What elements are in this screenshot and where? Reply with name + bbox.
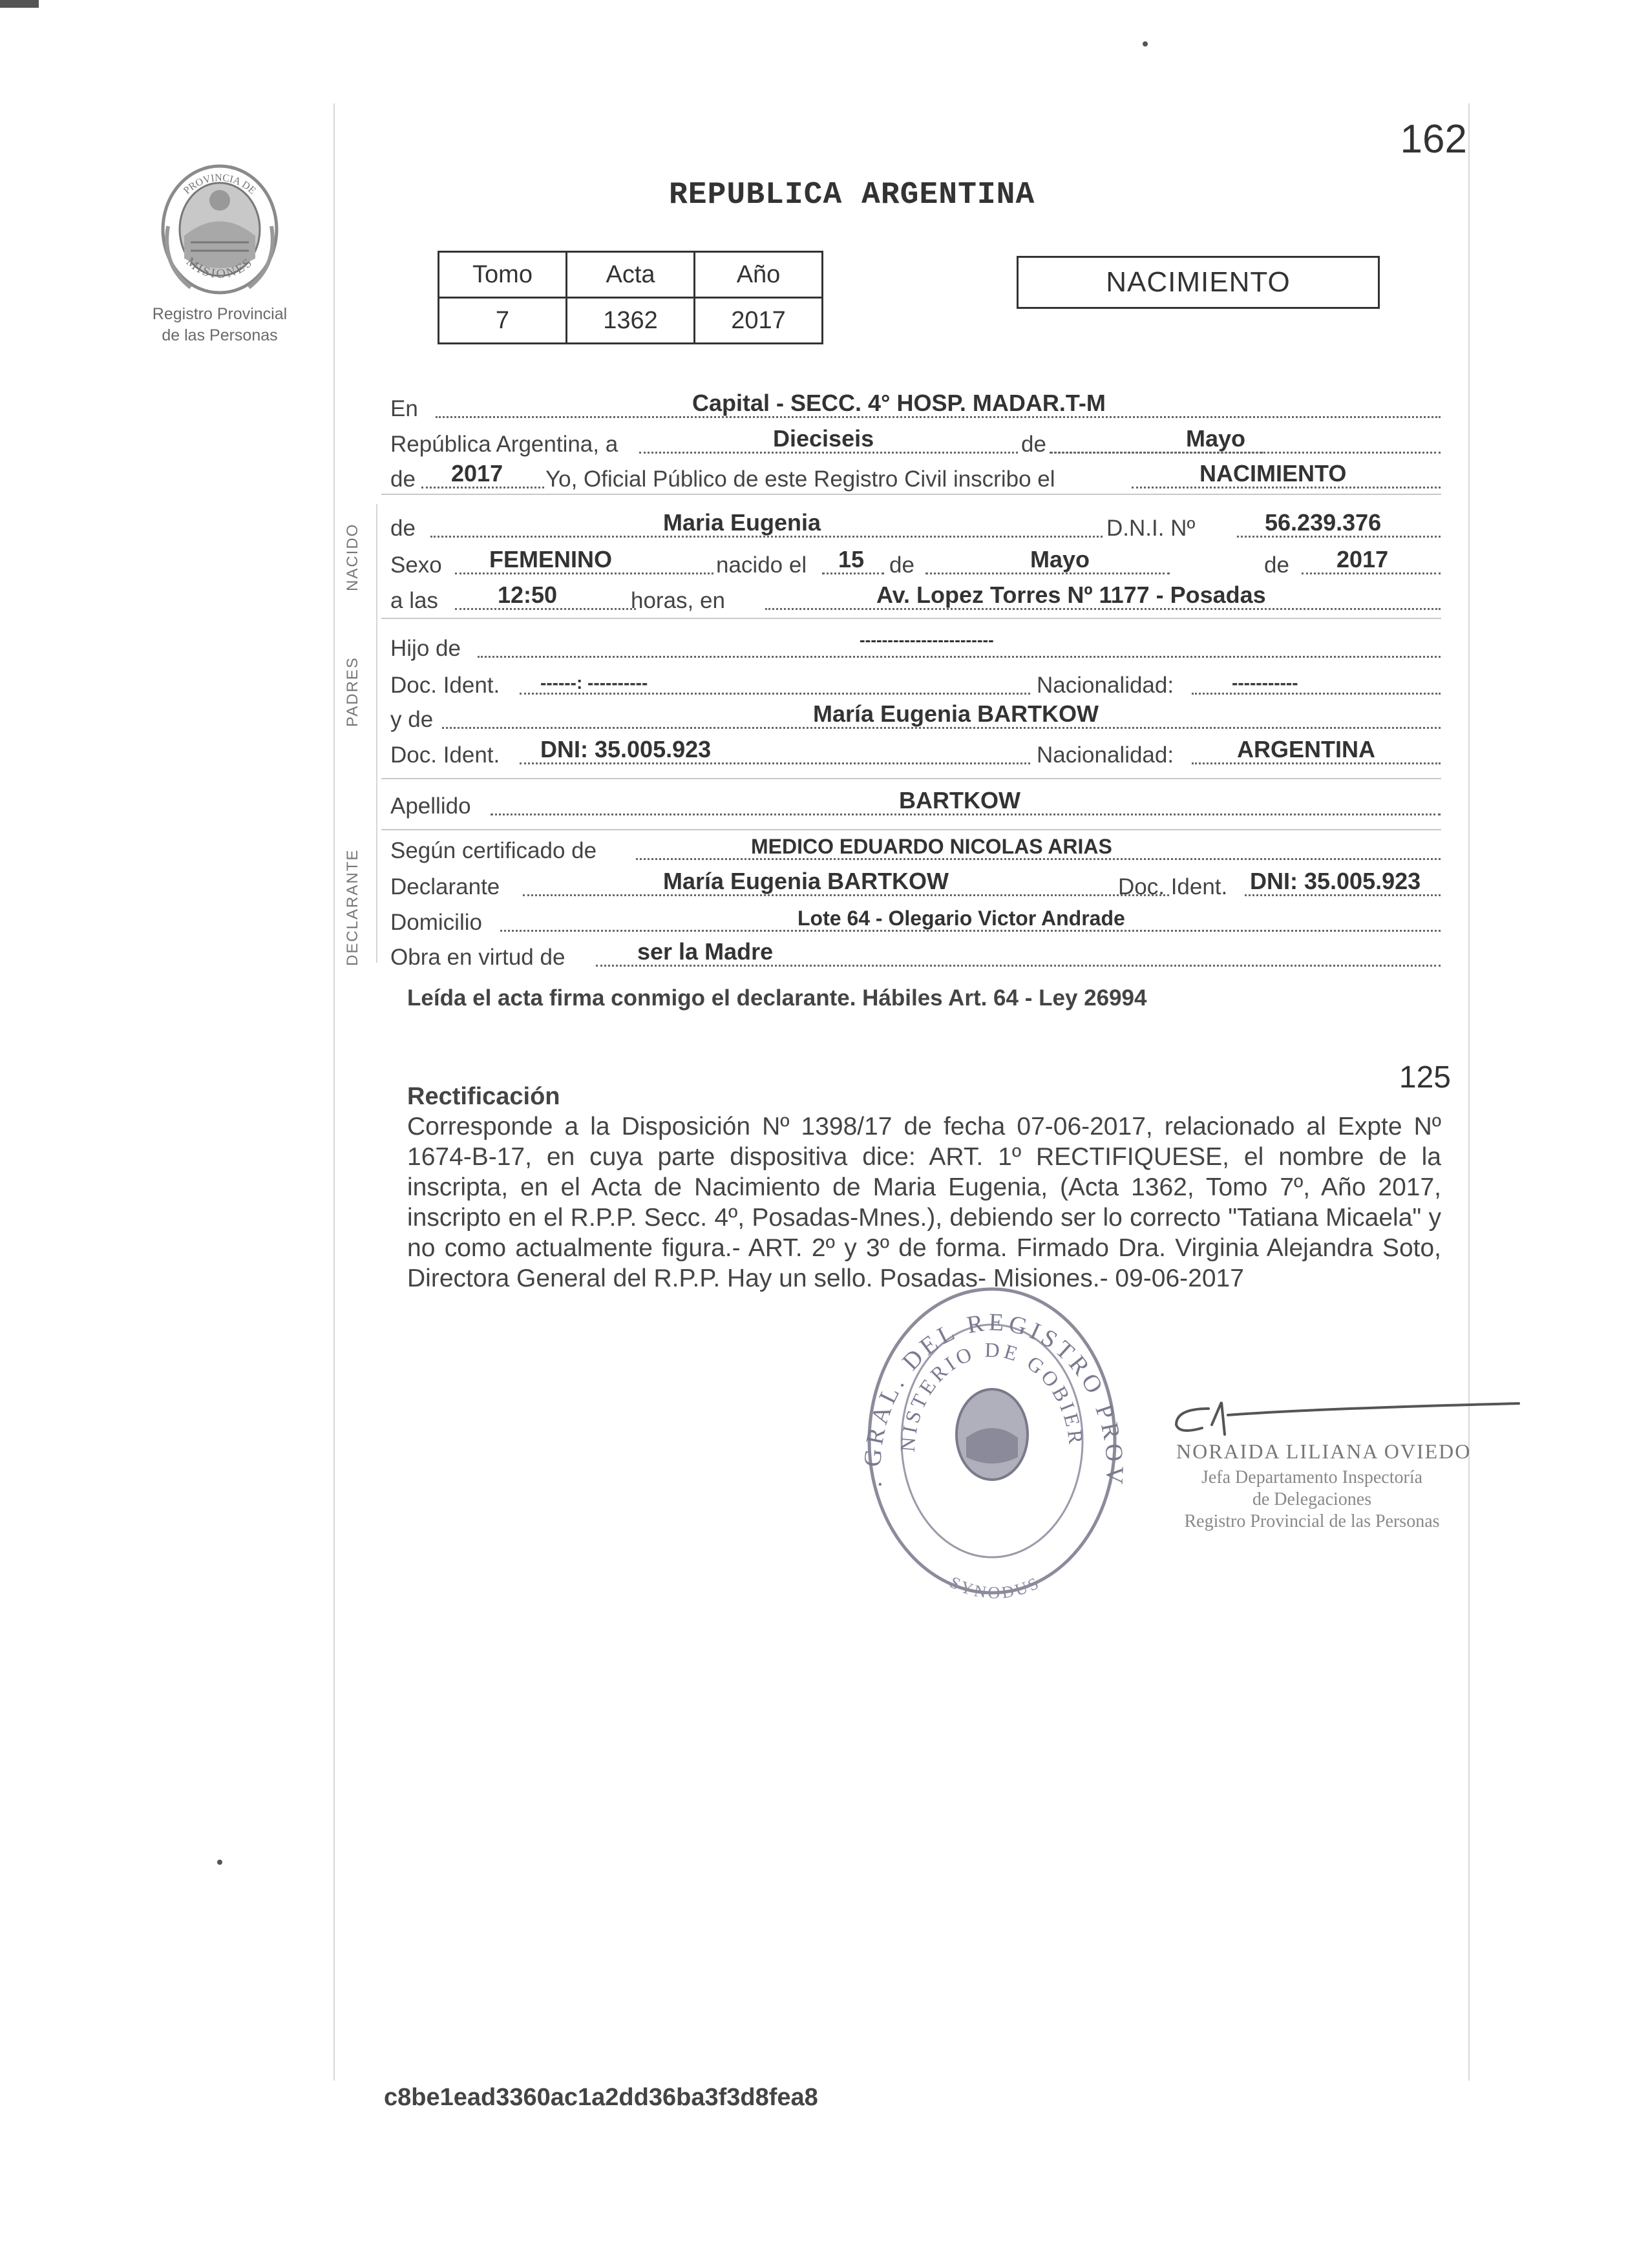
rectificacion-body: Corresponde a la Disposición Nº 1398/17 de fecha 07-06-2017, relacionado al Expte Nº 1674-B-17, en cuya parte dispositiva dice: ART. 1º RECTIFIQUESE, el nombre de la inscripta, en el Acta de Nacimiento de Maria Eugenia, (Acta 1362, Tomo 7º, Año 2017, inscripto en el R.P.P. Secc. 4º, Posadas-Mnes.), debiendo ser lo correcto "Tatiana Micaela" y no como actualmente figura.- ART. 2º y 3º de forma. Firmado Dra. Virginia Alejandra Soto, Directora General del R.P.P. Hay un sello. Posadas- Misiones.- 09-06-2017 [407,1113,1441,1292]
value-father: ------------------------ [860,630,994,649]
scan-speck [1143,41,1148,47]
label-obra-en-virtud: Obra en virtud de [390,945,565,970]
row-y-de [390,699,1441,735]
value-birth-year: 2017 [1336,546,1389,572]
header-tomo: Tomo [439,252,567,298]
page-number: 162 [1400,117,1467,162]
dotted-line [478,656,1441,658]
svg-text:MISIONES: MISIONES [183,254,257,282]
value-birth-day: 15 [838,546,865,572]
label-horas-en: horas, en [631,588,725,613]
signer-name: NORAIDA LILIANA OVIEDO [1176,1440,1472,1463]
svg-text:MINISTERIO DE GOBIERNO: NISTERIO DE GOBIER [895,1338,1089,1453]
document-hash: c8be1ead3360ac1a2dd36ba3f3d8fea8 [384,2084,818,2111]
value-acta: 1362 [567,298,695,344]
section-separator [381,618,1441,619]
value-certifier: MEDICO EDUARDO NICOLAS ARIAS [751,835,1112,858]
svg-text:DIRECC. GRAL. DEL REGISTRO PRO: . GRAL. DEL REGISTRO PROV [859,1308,1128,1489]
registry-line-1: Registro Provincial [152,305,288,323]
value-address: Lote 64 - Olegario Victor Andrade [798,907,1125,930]
inscription-text: Yo, Oficial Público de este Registro Civil inscribo el [545,467,1055,492]
marginal-number: 125 [1399,1060,1451,1095]
value-mother-doc: DNI: 35.005.923 [540,736,712,762]
section-label-padres: PADRES [344,656,361,727]
label-doc-ident: Doc. Ident. [390,673,500,698]
value-reason: ser la Madre [637,938,774,965]
value-time: 12:50 [498,582,558,608]
value-anio: 2017 [695,298,823,344]
section-label-declarante: DECLARANTE [344,848,361,966]
rectificacion-title: Rectificación [407,1083,560,1110]
value-mother-nationality: ARGENTINA [1237,736,1375,762]
row-nombre [390,508,1441,544]
row-en [390,388,1441,425]
value-birth-place: Av. Lopez Torres Nº 1177 - Posadas [876,582,1266,608]
label-domicilio: Domicilio [390,910,482,935]
section-separator [381,778,1441,779]
scan-edge-mark [0,0,39,8]
svg-text:PROVINCIA DE: PROVINCIA DE [182,172,258,197]
label-y-de: y de [390,707,434,732]
registry-name [123,304,317,346]
signer-title [1163,1467,1461,1533]
label-republica: República Argentina, a [390,432,618,457]
record-table [438,251,823,344]
label-de: de [390,516,416,541]
row-certificado [390,830,1441,866]
document-type-box: NACIMIENTO [1017,256,1380,309]
right-margin-line [1468,103,1470,2081]
label-nacionalidad: Nacionalidad: [1037,742,1174,768]
label-hijo-de: Hijo de [390,636,461,661]
signer-title-line-2: de Delegaciones [1252,1489,1372,1509]
value-day: Dieciseis [773,425,874,452]
official-seal-stamp [853,1279,1131,1602]
label-doc-ident: Doc. Ident. [390,742,500,768]
header-anio: Año [695,252,823,298]
label-de: de [390,467,416,492]
signer-title-line-3: Registro Provincial de las Personas [1184,1511,1440,1531]
section-divider [376,834,377,963]
row-hijo-de [390,628,1441,664]
row-declarante [390,866,1441,903]
value-month: Mayo [1186,425,1246,452]
value-tomo: 7 [439,298,567,344]
value-father-nationality: ----------- [1232,673,1298,693]
label-de: de [1019,432,1049,457]
country-title: REPUBLICA ARGENTINA [669,178,1035,213]
value-event: NACIMIENTO [1199,460,1347,487]
row-republica [390,424,1441,460]
row-apellido [390,786,1441,822]
value-declarant-doc: DNI: 35.005.923 [1250,868,1421,894]
label-nacionalidad: Nacionalidad: [1037,673,1174,698]
label-nacido-el: nacido el [716,552,807,578]
value-mother: María Eugenia BARTKOW [813,700,1099,727]
value-declarant: María Eugenia BARTKOW [663,868,949,894]
label-declarante: Declarante [390,874,500,899]
value-year: 2017 [451,460,503,487]
left-margin-line [333,103,335,2081]
row-sexo [390,545,1441,581]
row-doc-ident-mother [390,735,1441,771]
value-name: Maria Eugenia [663,509,821,536]
section-label-nacido: NACIDO [344,523,361,591]
label-segun-certificado: Según certificado de [390,838,597,863]
closing-statement: Leída el acta firma conmigo el declarante. Hábiles Art. 64 - Ley 26994 [407,985,1147,1011]
value-birth-month: Mayo [1030,546,1090,572]
value-place: Capital - SECC. 4° HOSP. MADAR.T-M [692,390,1106,416]
row-doc-ident-father [390,665,1441,701]
row-anio-inscribo [390,459,1441,495]
value-father-doc: ------: ---------- [540,673,648,693]
record-table-value-row [439,298,823,344]
label-doc-ident: Doc. Ident. [1118,874,1228,899]
dotted-line [1192,693,1441,695]
row-obra-en-virtud [390,937,1441,973]
label-en: En [390,396,418,421]
row-hora [390,580,1441,616]
label-dni: D.N.I. Nº [1106,516,1196,541]
label-a-las: a las [390,588,438,613]
label-sexo: Sexo [390,552,442,578]
value-dni: 56.239.376 [1265,509,1382,536]
registry-line-2: de las Personas [162,326,278,344]
signer-title-line-1: Jefa Departamento Inspectoría [1201,1467,1423,1487]
value-surname: BARTKOW [899,787,1020,814]
label-de: de [889,552,914,578]
label-apellido: Apellido [390,793,471,819]
label-de: de [1264,552,1289,578]
svg-text:SYNODUS: SYNODUS [947,1572,1044,1602]
misiones-coat-of-arms-logo [155,162,284,304]
scan-speck [217,1860,222,1865]
header-acta: Acta [567,252,695,298]
row-domicilio [390,902,1441,938]
value-sex: FEMENINO [489,546,613,572]
record-table-header-row [439,252,823,298]
